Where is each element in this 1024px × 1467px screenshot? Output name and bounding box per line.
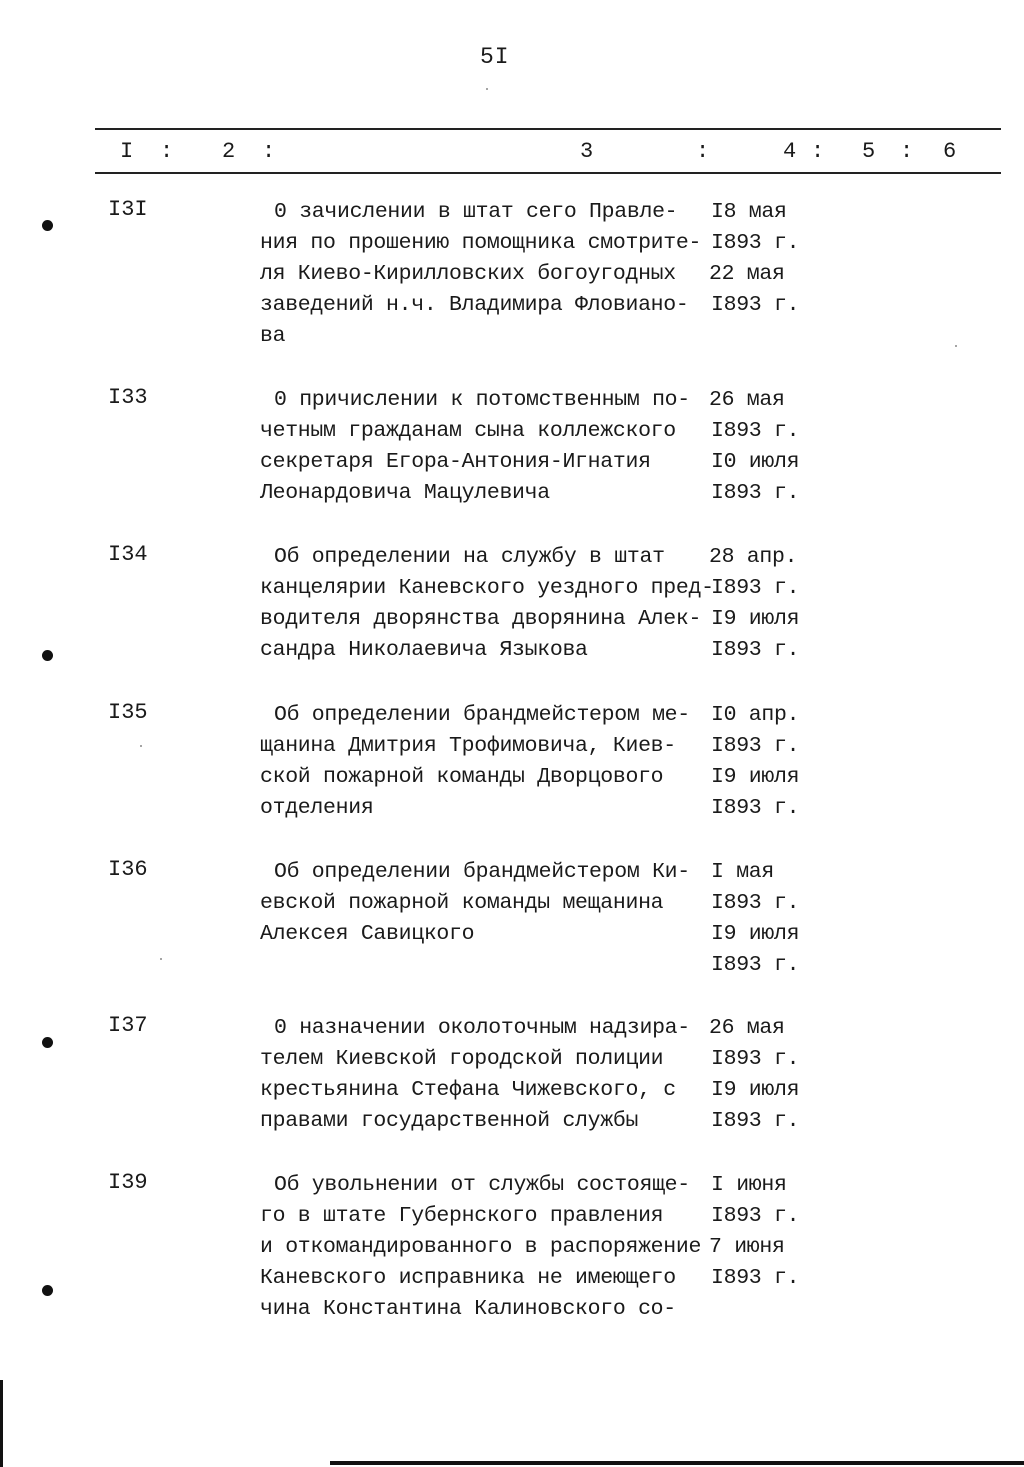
entry-date: I9 июля [711,607,800,631]
column-header-5: 5 [862,139,876,164]
scan-speck [486,88,488,90]
entry-date: 22 мая [709,262,785,286]
entry-date: I893 г. [711,481,800,505]
column-separator: : [262,139,276,164]
entry-number: I35 [108,700,148,725]
entry-description-line: 0 причислении к потомственным по- [274,388,690,412]
entry-description-line: Алексея Савицкого [260,922,475,946]
entry-number: I37 [108,1013,148,1038]
entry-date: I893 г. [711,1109,800,1133]
entry-number: I3I [108,197,148,222]
entry-description-line: водителя дворянства дворянина Алек- [260,607,702,631]
entry-date: I893 г. [711,1266,800,1290]
entry-number: I36 [108,857,148,882]
entry-date: I0 июля [711,450,800,474]
entry-description-line: ля Киево-Кирилловских богоугодных [260,262,676,286]
entry-date: I893 г. [711,1204,800,1228]
entry-description-line: заведений н.ч. Владимира Фловиано- [260,293,689,317]
entry-description-line: чина Константина Калиновского со- [260,1297,676,1321]
column-header-2: 2 [222,139,236,164]
entry-date: 7 июня [709,1235,785,1259]
entry-description-line: Об определении на службу в штат [274,545,665,569]
entry-date: I9 июля [711,765,800,789]
column-header-I: I [120,139,134,164]
entry-number: I34 [108,542,148,567]
entry-number: I33 [108,385,148,410]
entry-date: I9 июля [711,922,800,946]
entry-date: I мая [711,860,775,884]
entry-description-line: Каневского исправника не имеющего [260,1266,676,1290]
column-separator: : [696,139,710,164]
entry-description-line: отделения [260,796,374,820]
entry-description-line: ва [260,324,286,348]
entry-description-line: крестьянина Стефана Чижевского, с [260,1078,676,1102]
punch-hole-icon [42,1037,53,1048]
entry-description-line: го в штате Губернского правления [260,1204,664,1228]
header-rule-bottom [95,172,1001,174]
entry-description-line: канцелярии Каневского уездного пред- [260,576,714,600]
entry-description-line: и откомандированного в распоряжение [260,1235,702,1259]
entry-description-line: четным гражданам сына коллежского [260,419,676,443]
entry-date: 28 апр. [709,545,798,569]
entry-date: I0 апр. [711,703,800,727]
column-header-4: 4 [783,139,797,164]
scan-speck [140,745,142,747]
entry-description-line: щанина Дмитрия Трофимовича, Киев- [260,734,676,758]
entry-number: I39 [108,1170,148,1195]
entry-date: I893 г. [711,638,800,662]
column-separator: : [160,139,174,164]
column-separator: : [811,139,825,164]
entry-description-line: телем Киевской городской полиции [260,1047,664,1071]
entry-description-line: Леонардовича Мацулевича [260,481,550,505]
entry-date: I8 мая [711,200,787,224]
entry-description-line: ской пожарной команды Дворцового [260,765,664,789]
column-separator: : [900,139,914,164]
entry-date: 26 мая [709,388,785,412]
scan-speck [160,958,162,960]
header-rule-top [95,128,1001,130]
entry-date: I893 г. [711,796,800,820]
entry-date: I893 г. [711,576,800,600]
scan-bottom-edge [330,1461,1024,1465]
punch-hole-icon [42,1285,53,1296]
entry-date: I893 г. [711,953,800,977]
punch-hole-icon [42,650,53,661]
entry-date: I893 г. [711,231,800,255]
entry-date: I893 г. [711,734,800,758]
entry-date: I893 г. [711,419,800,443]
entry-description-line: 0 зачислении в штат сего Правле- [274,200,678,224]
entry-description-line: 0 назначении околоточным надзира- [274,1016,690,1040]
entry-date: I893 г. [711,891,800,915]
column-header-6: 6 [943,139,957,164]
entry-description-line: сандра Николаевича Языкова [260,638,588,662]
entry-date: I9 июля [711,1078,800,1102]
entry-description-line: Об увольнении от службы состояще- [274,1173,690,1197]
entry-description-line: Об определении брандмейстером ме- [274,703,690,727]
entry-description-line: ния по прошению помощника смотрите- [260,231,702,255]
column-header-3: 3 [580,139,594,164]
entry-date: I893 г. [711,293,800,317]
entry-description-line: секретаря Егора-Антония-Игнатия [260,450,651,474]
entry-description-line: евской пожарной команды мещанина [260,891,664,915]
entry-date: I893 г. [711,1047,800,1071]
punch-hole-icon [42,220,53,231]
entry-description-line: правами государственной службы [260,1109,639,1133]
entry-date: I июня [711,1173,787,1197]
scan-edge [0,1380,3,1467]
scan-speck [955,345,957,347]
page-number: 5I [480,44,510,70]
entry-description-line: Об определении брандмейстером Ки- [274,860,690,884]
entry-date: 26 мая [709,1016,785,1040]
